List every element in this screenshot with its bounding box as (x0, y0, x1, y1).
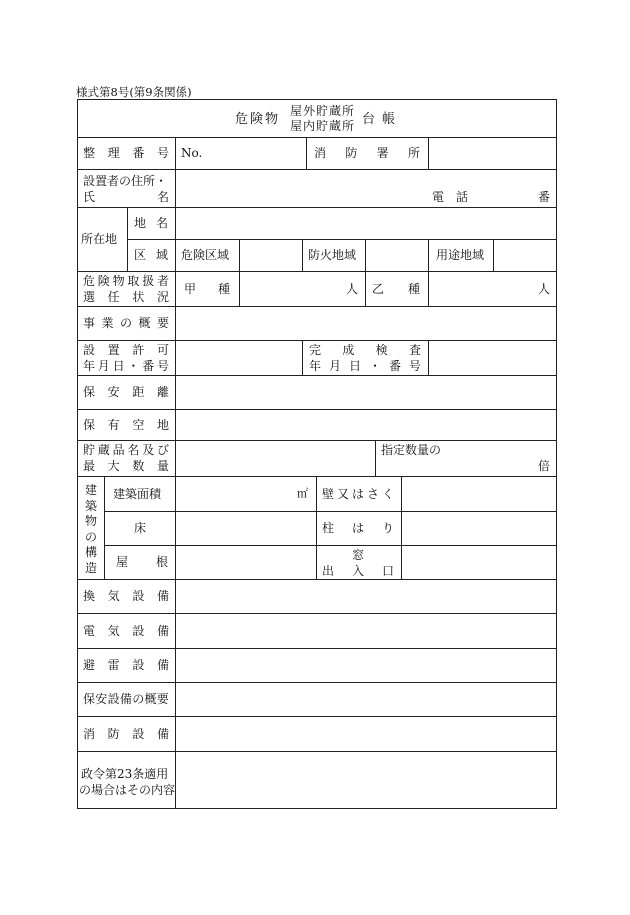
serial-number-label: 整 理 番 号 (83, 146, 169, 160)
stored-items-label-line2: 最 大 数 量 (83, 459, 169, 473)
pillar-beam-label: 柱 は り (322, 521, 394, 535)
roof-label: 屋 根 (116, 555, 168, 569)
installer-name-label-b: 名 (157, 190, 170, 204)
title-indoor-storage: 屋内貯蔵所 (290, 119, 356, 133)
window-label: 窓 (352, 548, 365, 562)
installer-name-label-a: 氏 (83, 190, 96, 204)
title-suffix: 台 帳 (362, 112, 395, 127)
business-outline-label: 事 業 の 概 要 (83, 316, 169, 330)
phone-label: 電 話 (432, 190, 468, 204)
multiple-suffix: 倍 (538, 459, 551, 473)
class-b-label: 乙 種 (372, 282, 420, 296)
open-space-label: 保 有 空 地 (83, 418, 169, 432)
doorway-label: 出 入 口 (322, 564, 394, 578)
stored-items-label-line1: 貯 蔵 品 名 及 び (83, 443, 169, 457)
zone-label: 区 域 (134, 248, 168, 262)
area-unit: ㎡ (297, 487, 308, 500)
ordinance-label-line1: 政令第23条適用 (81, 767, 169, 781)
electrical-label: 電 気 設 備 (83, 624, 169, 638)
form-caption: 様式第8号(第9条関係) (76, 85, 192, 99)
floor-label: 床 (134, 521, 147, 535)
ventilation-label: 換 気 設 備 (83, 589, 169, 603)
class-a-label: 甲 種 (184, 282, 230, 296)
handler-label-line1: 危 険 物 取 扱 者 (83, 274, 169, 288)
fire-prevention-zone-label: 防火地域 (308, 248, 357, 262)
lightning-rod-label: 避 雷 設 備 (83, 658, 169, 672)
title-prefix: 危険物 (235, 112, 281, 127)
completion-inspection-label-line1: 完 成 検 査 (309, 343, 421, 357)
serial-number-prefix: No. (181, 146, 203, 160)
completion-inspection-label-line2: 年 月 日 ・ 番 号 (309, 359, 421, 373)
designated-quantity-label: 指定数量の (381, 443, 442, 457)
land-use-zone-label: 用途地域 (436, 248, 485, 262)
fire-equipment-label: 消 防 設 備 (83, 727, 169, 741)
permit-label-line2: 年 月 日 ・ 番 号 (83, 359, 169, 373)
location-label: 所在地 (81, 232, 118, 246)
danger-zone-label: 危険区域 (181, 248, 230, 262)
building-structure-vertical-label: 建 築 物 の 構 造 (84, 483, 97, 575)
ordinance-label-line2: の場合はその内容 (79, 783, 176, 797)
handler-label-line2: 選 任 状 況 (83, 290, 169, 304)
fire-station-label: 消 防 署 所 (314, 146, 420, 160)
phone-suffix: 番 (538, 190, 551, 204)
place-name-label: 地 名 (134, 216, 168, 230)
wall-or-fence-label: 壁 又 は さ く (322, 487, 394, 501)
class-a-unit: 人 (346, 282, 359, 296)
safety-equipment-label: 保安設備の概要 (83, 692, 170, 706)
permit-label-line1: 設 置 許 可 (83, 343, 169, 357)
class-b-unit: 人 (538, 282, 551, 296)
building-area-label: 建築面積 (113, 487, 162, 501)
installer-address-label: 設置者の住所・ (83, 174, 168, 188)
safety-distance-label: 保 安 距 離 (83, 385, 169, 399)
title-outdoor-storage: 屋外貯蔵所 (290, 104, 356, 118)
